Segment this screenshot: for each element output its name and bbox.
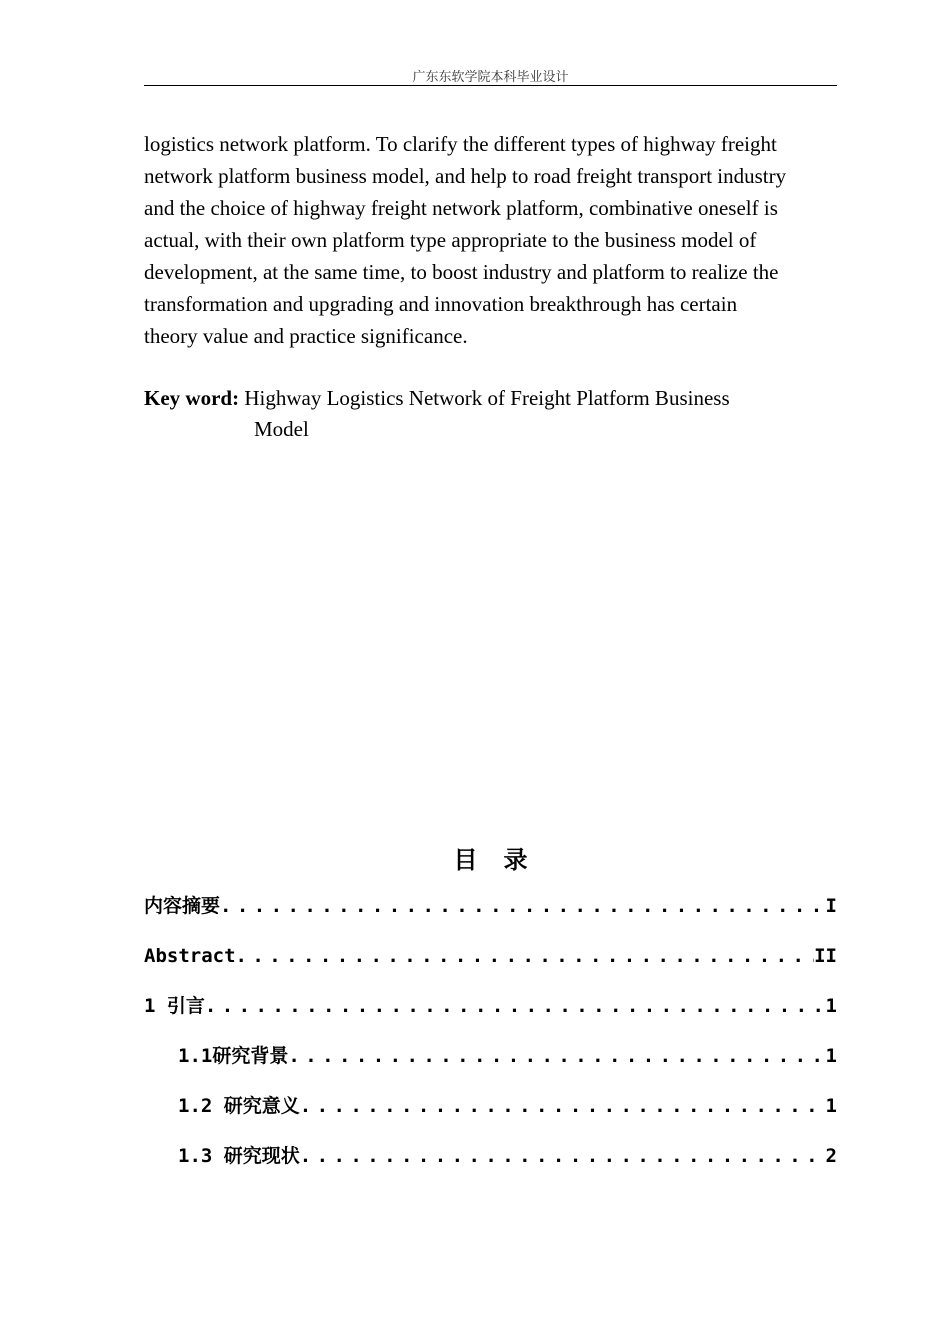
toc-entry-label: 内容摘要 <box>144 895 221 917</box>
toc-entry[interactable] <box>144 1042 837 1092</box>
header-rule <box>144 85 837 86</box>
abstract-line: development, at the same time, to boost industry and platform to realize the <box>144 260 779 284</box>
keywords <box>144 383 837 445</box>
toc-title: 目录 <box>453 846 554 874</box>
toc-entry-label: 1.2 研究意义 <box>178 1095 300 1117</box>
page-header: 广东东软学院本科毕业设计 <box>412 70 569 85</box>
toc-entry-page: 1 <box>825 995 837 1017</box>
toc-leader-dots <box>220 892 826 920</box>
toc-leader-dots <box>300 1092 826 1120</box>
toc-entry-label: Abstract <box>144 945 236 967</box>
toc-entry-label: 1.3 研究现状 <box>178 1145 300 1167</box>
toc-leader-dots <box>236 942 815 970</box>
toc-leader-dots <box>205 992 826 1020</box>
keywords-line1: Highway Logistics Network of Freight Platform Business <box>244 386 730 410</box>
toc-entry-page: 2 <box>825 1145 837 1167</box>
keywords-label: Key word: <box>144 386 240 410</box>
abstract-line: and the choice of highway freight network platform, combinative oneself is <box>144 196 778 220</box>
abstract-line: logistics network platform. To clarify the different types of highway freight <box>144 132 777 156</box>
toc-entry[interactable] <box>144 1142 837 1192</box>
abstract-line: theory value and practice significance. <box>144 324 468 348</box>
abstract-line: transformation and upgrading and innovation breakthrough has certain <box>144 292 738 316</box>
toc-entry[interactable] <box>144 992 837 1042</box>
abstract-line: actual, with their own platform type appropriate to the business model of <box>144 228 757 252</box>
toc-leader-dots <box>300 1142 826 1170</box>
toc-entry-page: 1 <box>825 1045 837 1067</box>
toc-entry[interactable] <box>144 942 837 992</box>
abstract-line: network platform business model, and help to road freight transport industry <box>144 164 787 188</box>
toc-entry-page: I <box>825 895 837 917</box>
abstract-paragraph <box>144 128 837 352</box>
keywords-line2: Model <box>254 417 309 441</box>
toc-entry-label: 1 引言 <box>144 995 205 1017</box>
toc-entry[interactable] <box>144 892 837 942</box>
toc-entry-page: 1 <box>825 1095 837 1117</box>
table-of-contents <box>144 892 837 1192</box>
toc-entry-label: 1.1研究背景 <box>178 1045 289 1067</box>
toc-entry-page: II <box>814 945 837 967</box>
toc-entry[interactable] <box>144 1092 837 1142</box>
toc-leader-dots <box>288 1042 825 1070</box>
